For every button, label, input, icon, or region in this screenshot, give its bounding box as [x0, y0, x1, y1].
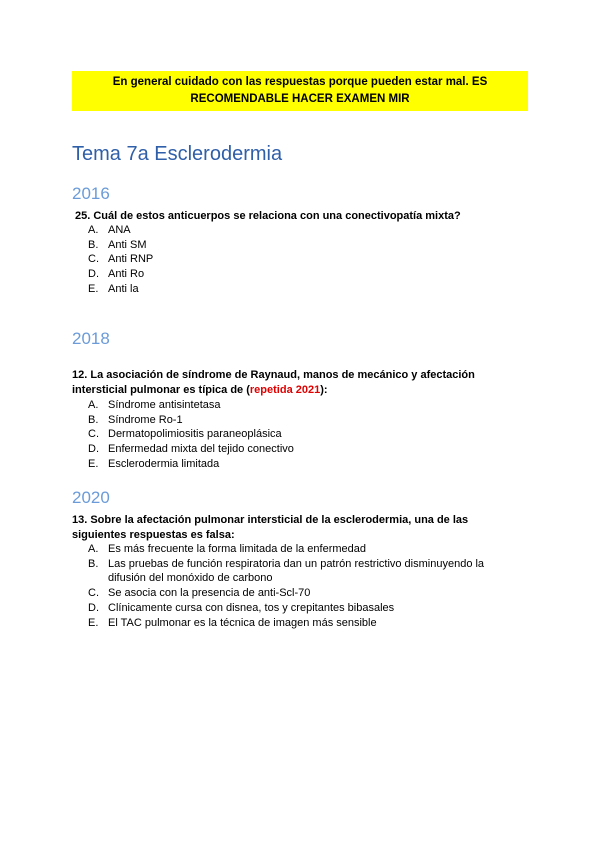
list-item: D. Enfermedad mixta del tejido conectivo: [88, 443, 294, 456]
options-list-2016: [88, 223, 508, 297]
question-12-line-2: intersticial pulmonar es típica de (repetida 2021):: [72, 384, 328, 396]
list-item: B. Síndrome Ro-1: [88, 413, 183, 426]
question-13-line-2: siguientes respuestas es falsa:: [72, 529, 235, 541]
year-heading-2018: 2018: [72, 329, 110, 348]
year-heading-2016: 2016: [72, 184, 110, 203]
list-item: C. Anti RNP: [88, 253, 154, 266]
list-item: E. El TAC pulmonar es la técnica de imagen más sensible: [88, 616, 377, 629]
list-item: A. ANA: [88, 224, 131, 236]
warning-line-2: RECOMENDABLE HACER EXAMEN MIR: [190, 93, 410, 105]
options-list-2020: [88, 542, 508, 630]
list-item: D. Clínicamente cursa con disnea, tos y crepitantes bibasales: [88, 601, 395, 614]
warning-line-1: En general cuidado con las respuestas porque pueden estar mal. ES: [112, 76, 488, 88]
warning-banner: [72, 71, 528, 111]
list-item: A. Es más frecuente la forma limitada de la enfermedad: [88, 543, 367, 555]
list-item: B. Anti SM: [88, 238, 147, 251]
page-title: Tema 7a Esclerodermia: [72, 143, 283, 165]
question-25: 25. Cuál de estos anticuerpos se relaciona con una conectivopatía mixta?: [75, 210, 461, 222]
options-list-2018: [88, 398, 508, 472]
list-item: E. Anti la: [88, 282, 139, 295]
list-item: C. Se asocia con la presencia de anti-Scl-70: [88, 587, 311, 600]
list-item: A. Síndrome antisintetasa: [88, 399, 221, 411]
list-item: D. Anti Ro: [88, 268, 145, 281]
question-12-line-1: 12. La asociación de síndrome de Raynaud, manos de mecánico y afectación: [72, 369, 475, 381]
repeated-tag: repetida 2021: [249, 384, 321, 396]
list-item: B. Las pruebas de función respiratoria dan un patrón restrictivo disminuyendo la difusión del monóxido de carbono: [88, 557, 485, 585]
question-12: [72, 368, 475, 398]
year-heading-2020: 2020: [72, 488, 110, 507]
list-item: C. Dermatopolimiositis paraneoplásica: [88, 428, 282, 441]
question-13: [72, 513, 468, 543]
question-13-line-1: 13. Sobre la afectación pulmonar intersticial de la esclerodermia, una de las: [72, 514, 469, 526]
list-item: E. Esclerodermia limitada: [88, 457, 220, 470]
